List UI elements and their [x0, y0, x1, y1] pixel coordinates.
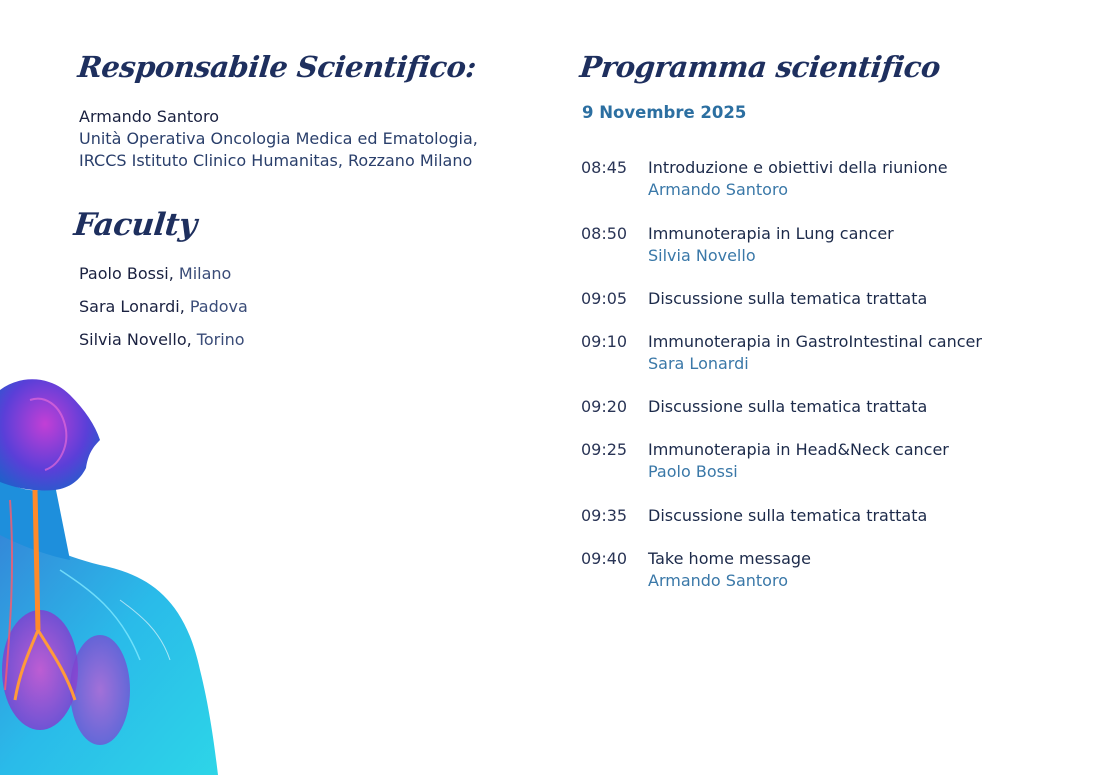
session-title: Introduzione e obiettivi della riunione [648, 158, 948, 177]
session-speaker: Paolo Bossi [648, 462, 738, 481]
session-time: 08:50 [581, 224, 628, 243]
faculty-item [79, 330, 248, 363]
session-speaker: Silvia Novello [648, 246, 756, 265]
human-anatomy-illustration [0, 370, 230, 775]
faculty-city: Torino [191, 330, 245, 349]
session-time: 08:45 [581, 158, 628, 177]
faculty-city: Padova [184, 297, 248, 316]
session-title: Discussione sulla tematica trattata [648, 289, 928, 308]
faculty-item [79, 264, 248, 297]
faculty-name: Silvia Novello, [79, 330, 192, 349]
responsible-affiliation-line2: IRCCS Istituto Clinico Humanitas, Rozzano Milano [79, 151, 473, 170]
session-speaker: Armando Santoro [648, 180, 788, 199]
session-time: 09:35 [581, 506, 628, 525]
session-title: Discussione sulla tematica trattata [648, 397, 928, 416]
session-time: 09:05 [581, 289, 628, 308]
session-time: 09:40 [581, 549, 628, 568]
responsible-heading: Responsabile Scientifico: [76, 50, 478, 84]
session-time: 09:20 [581, 397, 628, 416]
session-time: 09:25 [581, 440, 628, 459]
session-title: Take home message [648, 549, 811, 568]
program-heading: Programma scientifico [578, 50, 942, 84]
session-time: 09:10 [581, 332, 628, 351]
faculty-name: Sara Lonardi, [79, 297, 185, 316]
session-title: Immunoterapia in Lung cancer [648, 224, 894, 243]
session-title: Immunoterapia in Head&Neck cancer [648, 440, 949, 459]
responsible-affiliation-line1: Unità Operativa Oncologia Medica ed Ematologia, [79, 129, 478, 148]
faculty-item [79, 297, 248, 330]
faculty-list [79, 264, 248, 363]
program-date: 9 Novembre 2025 [582, 103, 747, 122]
session-title: Immunoterapia in GastroIntestinal cancer [648, 332, 982, 351]
responsible-block [79, 106, 478, 172]
faculty-city: Milano [173, 264, 232, 283]
session-title: Discussione sulla tematica trattata [648, 506, 928, 525]
responsible-name: Armando Santoro [79, 107, 219, 126]
session-speaker: Armando Santoro [648, 571, 788, 590]
session-speaker: Sara Lonardi [648, 354, 749, 373]
faculty-heading: Faculty [72, 207, 199, 243]
faculty-name: Paolo Bossi, [79, 264, 174, 283]
